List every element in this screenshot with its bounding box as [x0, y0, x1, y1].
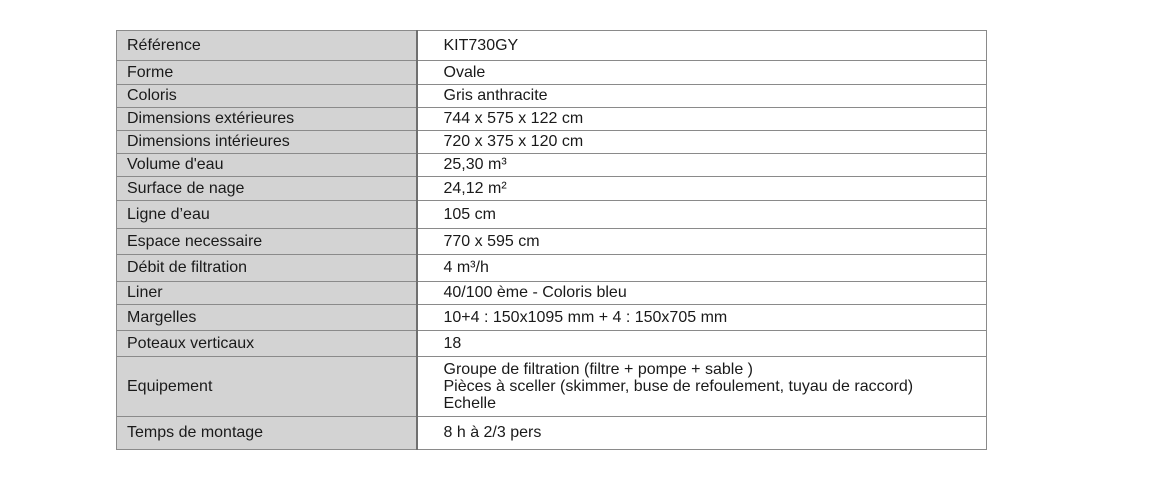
spec-value: 744 x 575 x 122 cm — [417, 108, 987, 131]
spec-value: 18 — [417, 331, 987, 357]
spec-label: Espace necessaire — [117, 229, 417, 255]
spec-value: 8 h à 2/3 pers — [417, 417, 987, 450]
spec-row-dimensions-exterieures — [117, 108, 987, 131]
spec-value: Gris anthracite — [417, 85, 987, 108]
spec-value: 720 x 375 x 120 cm — [417, 131, 987, 154]
spec-row-temps-montage — [117, 417, 987, 450]
spec-label: Débit de filtration — [117, 255, 417, 282]
spec-label: Ligne d’eau — [117, 201, 417, 229]
spec-value-line: Pièces à sceller (skimmer, buse de refoulement, tuyau de raccord) — [443, 378, 914, 395]
spec-label: Equipement — [117, 357, 417, 417]
spec-row-margelles — [117, 305, 987, 331]
spec-label: Coloris — [117, 85, 417, 108]
spec-label: Surface de nage — [117, 177, 417, 201]
spec-value: 24,12 m² — [417, 177, 987, 201]
spec-label: Forme — [117, 61, 417, 85]
spec-value-line: Groupe de filtration (filtre + pompe + sable ) — [443, 361, 753, 378]
spec-label: Dimensions intérieures — [117, 131, 417, 154]
spec-label: Margelles — [117, 305, 417, 331]
spec-value: 25,30 m³ — [417, 154, 987, 177]
spec-value: 4 m³/h — [417, 255, 987, 282]
spec-value: 40/100 ème - Coloris bleu — [417, 282, 987, 305]
spec-row-surface-nage — [117, 177, 987, 201]
spec-label: Temps de montage — [117, 417, 417, 450]
spec-row-dimensions-interieures — [117, 131, 987, 154]
spec-label: Liner — [117, 282, 417, 305]
spec-value: Ovale — [417, 61, 987, 85]
spec-row-forme — [117, 61, 987, 85]
spec-row-ligne-eau — [117, 201, 987, 229]
spec-row-liner — [117, 282, 987, 305]
spec-row-equipement — [117, 357, 987, 417]
spec-row-volume-eau — [117, 154, 987, 177]
spec-table — [116, 30, 987, 450]
spec-value — [417, 357, 987, 417]
spec-value-line: Echelle — [443, 395, 496, 412]
spec-label: Référence — [117, 31, 417, 61]
spec-label: Poteaux verticaux — [117, 331, 417, 357]
spec-value: 770 x 595 cm — [417, 229, 987, 255]
spec-row-coloris — [117, 85, 987, 108]
spec-row-espace-necessaire — [117, 229, 987, 255]
spec-row-debit-filtration — [117, 255, 987, 282]
spec-value: 10+4 : 150x1095 mm + 4 : 150x705 mm — [417, 305, 987, 331]
spec-label: Dimensions extérieures — [117, 108, 417, 131]
spec-row-poteaux-verticaux — [117, 331, 987, 357]
spec-value: 105 cm — [417, 201, 987, 229]
spec-row-reference — [117, 31, 987, 61]
spec-label: Volume d'eau — [117, 154, 417, 177]
spec-value: KIT730GY — [417, 31, 987, 61]
